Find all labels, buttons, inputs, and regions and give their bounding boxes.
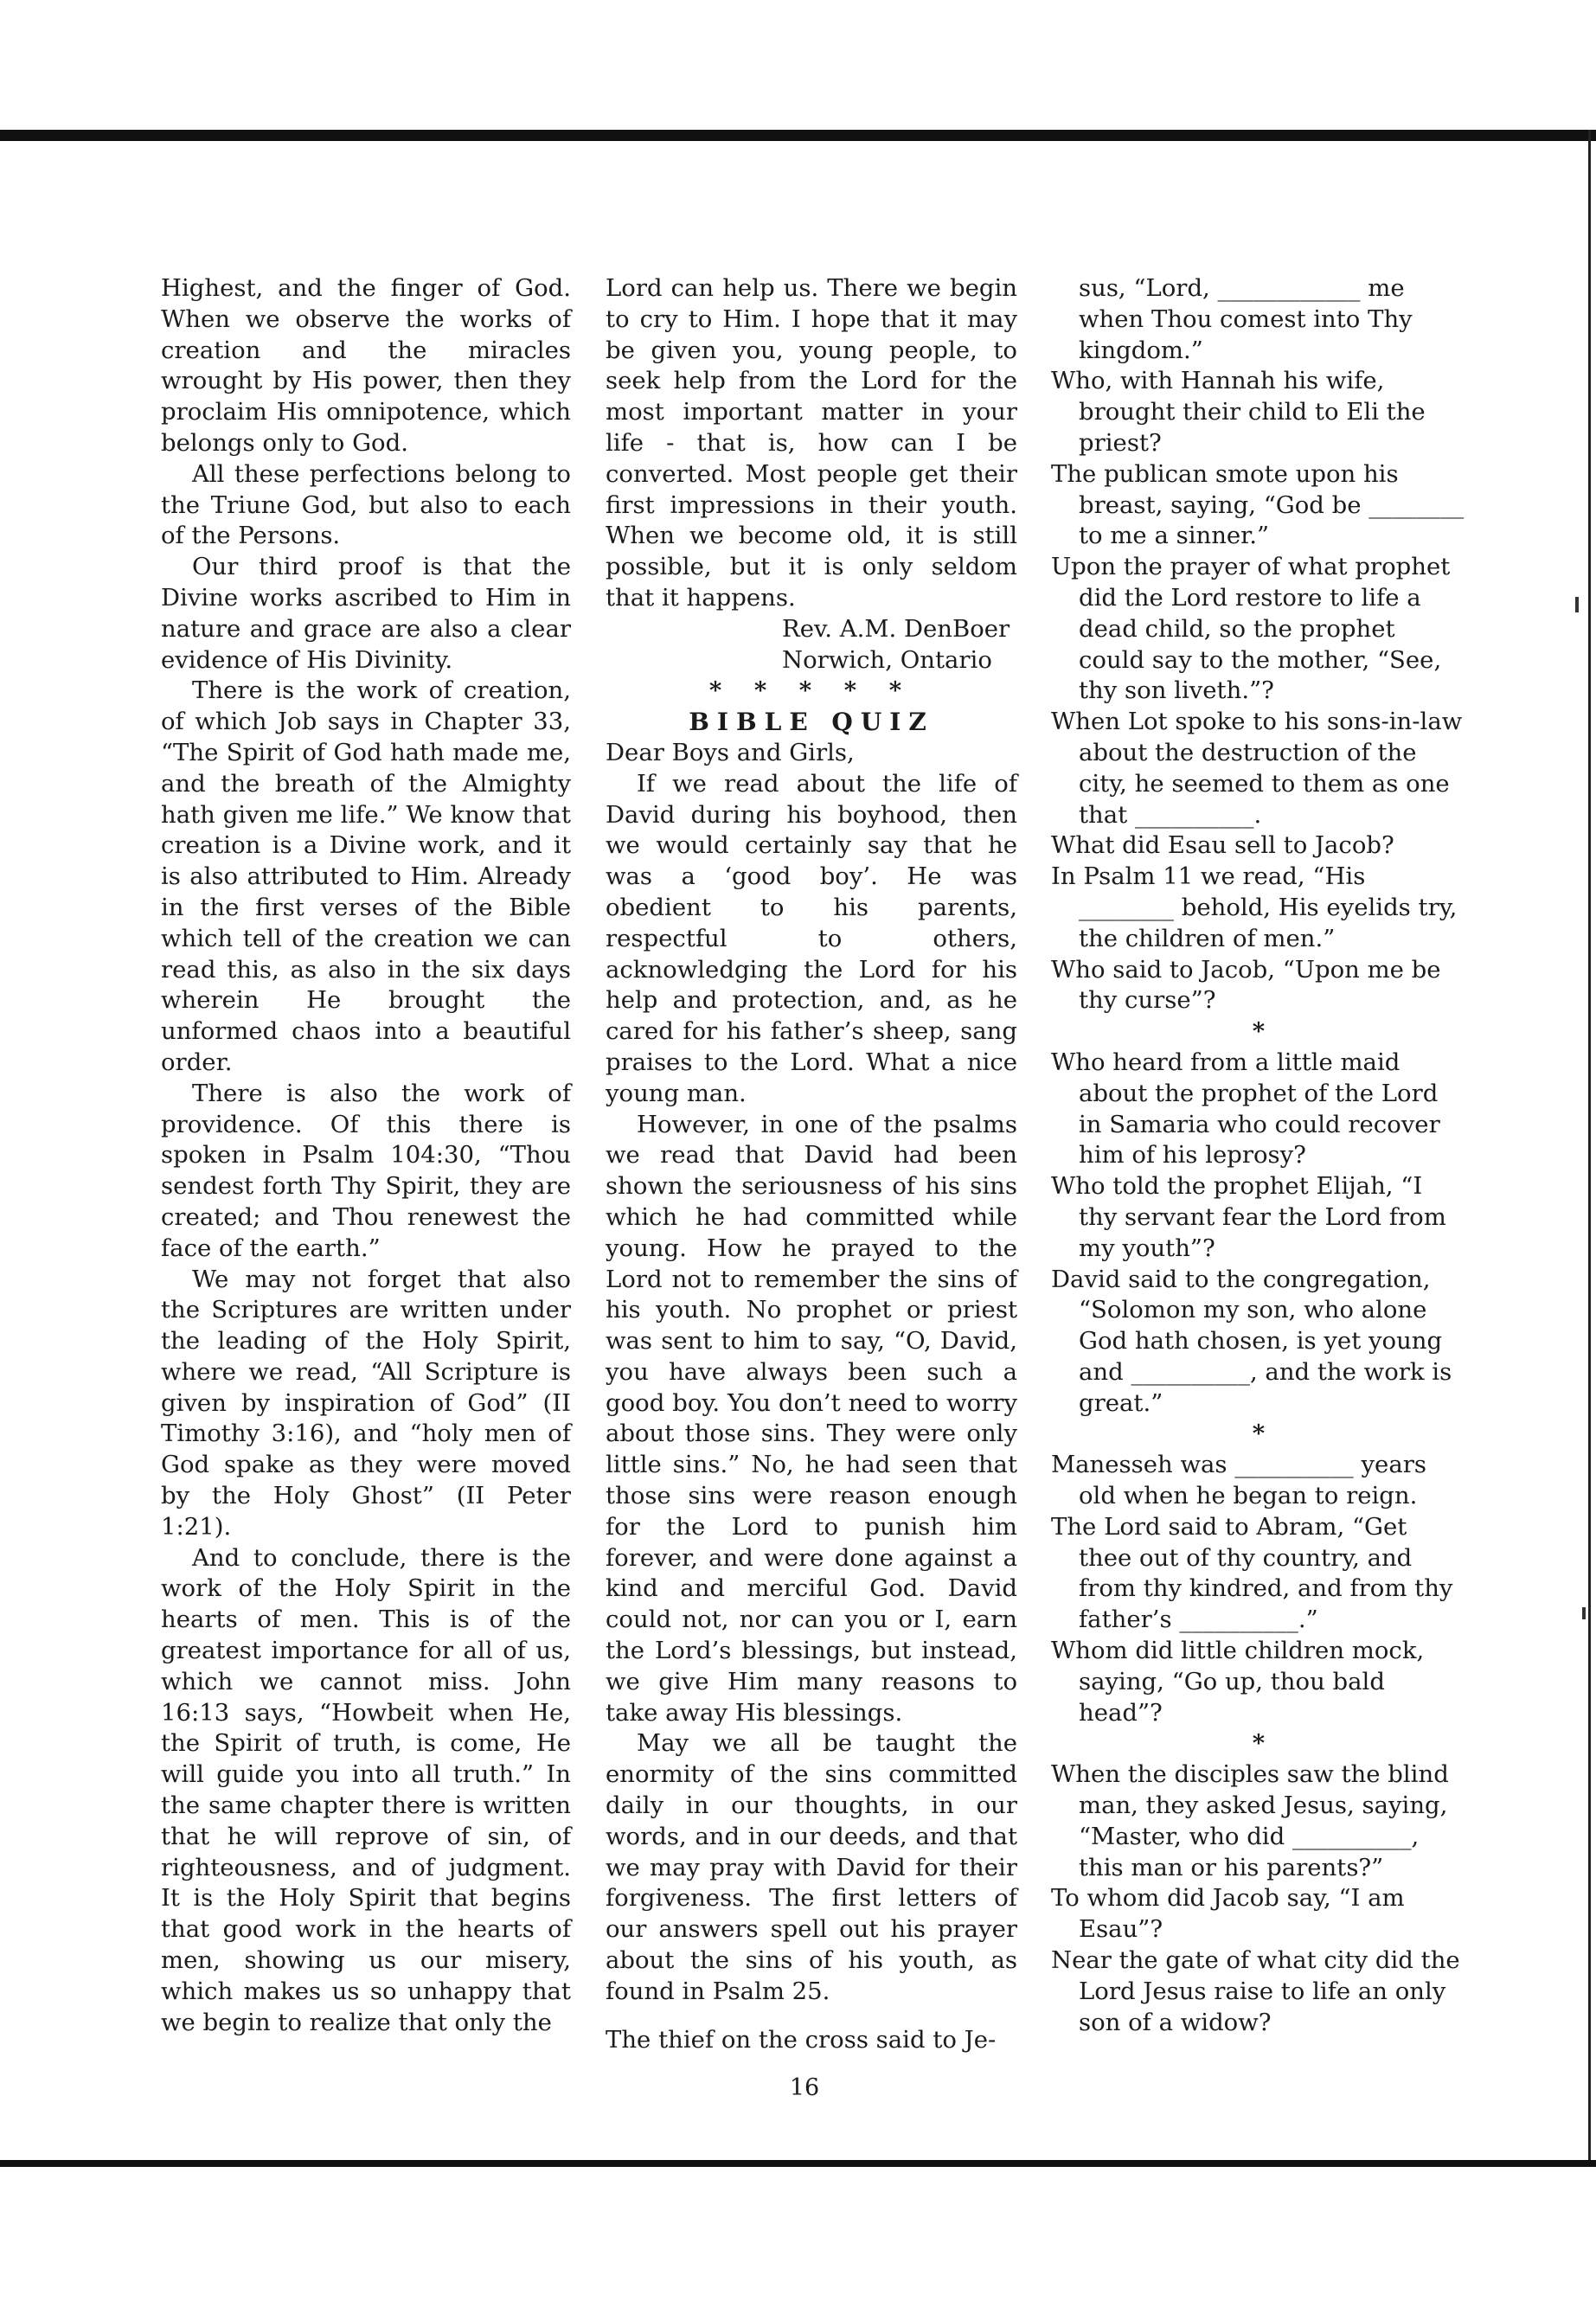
page-number: 16 — [789, 2074, 820, 2101]
article-column-2 — [606, 273, 1017, 2055]
quiz-heading: BIBLE QUIZ — [689, 708, 934, 737]
quiz-question: Manesseh was __________ years old when he began to reign. — [1051, 1451, 1426, 1510]
scan-speck — [1575, 597, 1579, 612]
quiz-question: When the disciples saw the blind man, they asked Jesus, saying, “Master, who did __________, this man or his parents?” — [1051, 1760, 1449, 1881]
author-location: Norwich, Ontario — [782, 645, 992, 674]
quiz-question: What did Esau sell to Jacob? — [1051, 831, 1394, 860]
quiz-question: The Lord said to Abram, “Get thee out of thy country, and from thy kindred, and from thy father’s __________.” — [1051, 1512, 1453, 1634]
quiz-question: When Lot spoke to his sons-in-law about the destruction of the city, he seemed to them as one that __________. — [1051, 708, 1463, 829]
bottom-border-rule — [0, 2160, 1596, 2167]
paragraph: May we all be taught the enormity of the sins committed daily in our thoughts, in our words, and in our deeds, and that we may pray with David for their forgiveness. The first letters of our answers spell out his prayer about the sins of his youth, as found in Psalm 25. — [606, 1729, 1017, 2005]
quiz-question: The publican smote upon his breast, saying, “God be ________ to me a sinner.” — [1051, 459, 1465, 550]
salutation: Dear Boys and Girls, — [606, 738, 855, 766]
author-name: Rev. A.M. DenBoer — [782, 614, 1010, 643]
paragraph: We may not forget that also the Scriptures are written under the leading of the Holy Spirit, where we read, “All Scripture is given by inspiration of God” (II Timothy 3:16), and “holy men of God spake as they were moved by the Holy Ghost” (II Peter 1:21). — [161, 1265, 571, 1541]
paragraph: Highest, and the finger of God. When we observe the works of creation and the miracles wrought by His power, then they proclaim His omnipotence, which belongs only to God. — [161, 274, 571, 457]
paragraph: If we read about the life of David during his boyhood, then we would certainly say that he was a ‘good boy’. He was obedient to his parents, respectful to others, acknowledging the Lord for his help and protection, and, as he cared for his father’s sheep, sang praises to the Lord. What a nice young man. — [606, 769, 1017, 1107]
paragraph: However, in one of the psalms we read that David had been shown the seriousness of his sins which he had committed while young. How he prayed to the Lord not to remember the sins of his youth. No prophet or priest was sent to him to say, “O, David, you have always been such a good boy. You don’t need to worry about those sins. They were only little sins.” No, he had seen that those sins were reason enough for the Lord to punish him forever, and were done against a kind and merciful God. David could not, nor can you or I, earn the Lord’s blessings, but instead, we give Him many reasons to take away His blessings. — [606, 1110, 1017, 1727]
quiz-question: Who heard from a little maid about the prophet of the Lord in Samaria who could recover him of his leprosy? — [1051, 1048, 1440, 1170]
section-divider: * * * * * — [708, 676, 914, 705]
question-separator: * — [1252, 1729, 1266, 1758]
paragraph: There is also the work of providence. Of this there is spoken in Psalm 104:30, “Thou sendest forth Thy Spirit, they are created; and Thou renewest the face of the earth.” — [161, 1079, 571, 1262]
question-separator: * — [1252, 1420, 1266, 1448]
scan-speck — [1582, 1607, 1586, 1619]
quiz-question: Near the gate of what city did the Lord Jesus raise to life an only son of a widow? — [1051, 1946, 1460, 2036]
paragraph: All these perfections belong to the Triune God, but also to each of the Persons. — [161, 459, 571, 550]
right-page-edge — [1588, 130, 1591, 2167]
quiz-question: Who told the prophet Elijah, “I thy servant fear the Lord from my youth”? — [1051, 1172, 1446, 1262]
quiz-question: Who, with Hannah his wife, brought their child to Eli the priest? — [1051, 367, 1426, 457]
article-column-1 — [161, 273, 571, 2038]
quiz-question: Upon the prayer of what prophet did the Lord restore to life a dead child, so the prophet could say to the mother, “See, thy son liveth.”? — [1051, 553, 1451, 705]
paragraph: And to conclude, there is the work of the Holy Spirit in the hearts of men. This is of the greatest importance for all of us, which we cannot miss. John 16:13 says, “Howbeit when He, the Spirit of truth, is come, He will guide you into all truth.” In the same chapter there is written that he will reprove of sin, of righteousness, and of judgment. It is the Holy Spirit that begins that good work in the hearts of men, showing us our misery, which makes us so unhappy that we begin to realize that only the — [161, 1543, 571, 2036]
quiz-question: David said to the congregation, “Solomon my son, who alone God hath chosen, is yet young and __________, and the work is great.” — [1051, 1265, 1452, 1417]
paragraph: Lord can help us. There we begin to cry to Him. I hope that it may be given you, young people, to seek help from the Lord for the most important matter in your life - that is, how can I be converted. Most people get their first impressions in their youth. When we become old, it is still possible, but it is only seldom that it happens. — [606, 274, 1017, 612]
top-border-rule — [0, 130, 1596, 141]
paragraph: There is the work of creation, of which Job says in Chapter 33, “The Spirit of God hath made me, and the breath of the Almighty hath given me life.” We know that creation is a Divine work, and it is also attributed to Him. Already in the first verses of the Bible which tell of the creation we can read this, as also in the six days wherein He brought the unformed chaos into a beautiful order. — [161, 676, 571, 1076]
quiz-question: Whom did little children mock, saying, “Go up, thou bald head”? — [1051, 1637, 1425, 1727]
quiz-question: Who said to Jacob, “Upon me be thy curse”? — [1051, 955, 1441, 1015]
quiz-question-start: The thief on the cross said to Je- — [606, 2025, 997, 2054]
quiz-question: In Psalm 11 we read, “His ________ behold, His eyelids try, the children of men.” — [1051, 862, 1458, 952]
quiz-question: sus, “Lord, ____________ me when Thou comest into Thy kingdom.” — [1079, 274, 1413, 364]
question-separator: * — [1252, 1017, 1266, 1046]
quiz-questions-column — [1051, 273, 1466, 2038]
paragraph: Our third proof is that the Divine works ascribed to Him in nature and grace are also a clear evidence of His Divinity. — [161, 553, 571, 674]
quiz-question: To whom did Jacob say, “I am Esau”? — [1051, 1884, 1405, 1944]
